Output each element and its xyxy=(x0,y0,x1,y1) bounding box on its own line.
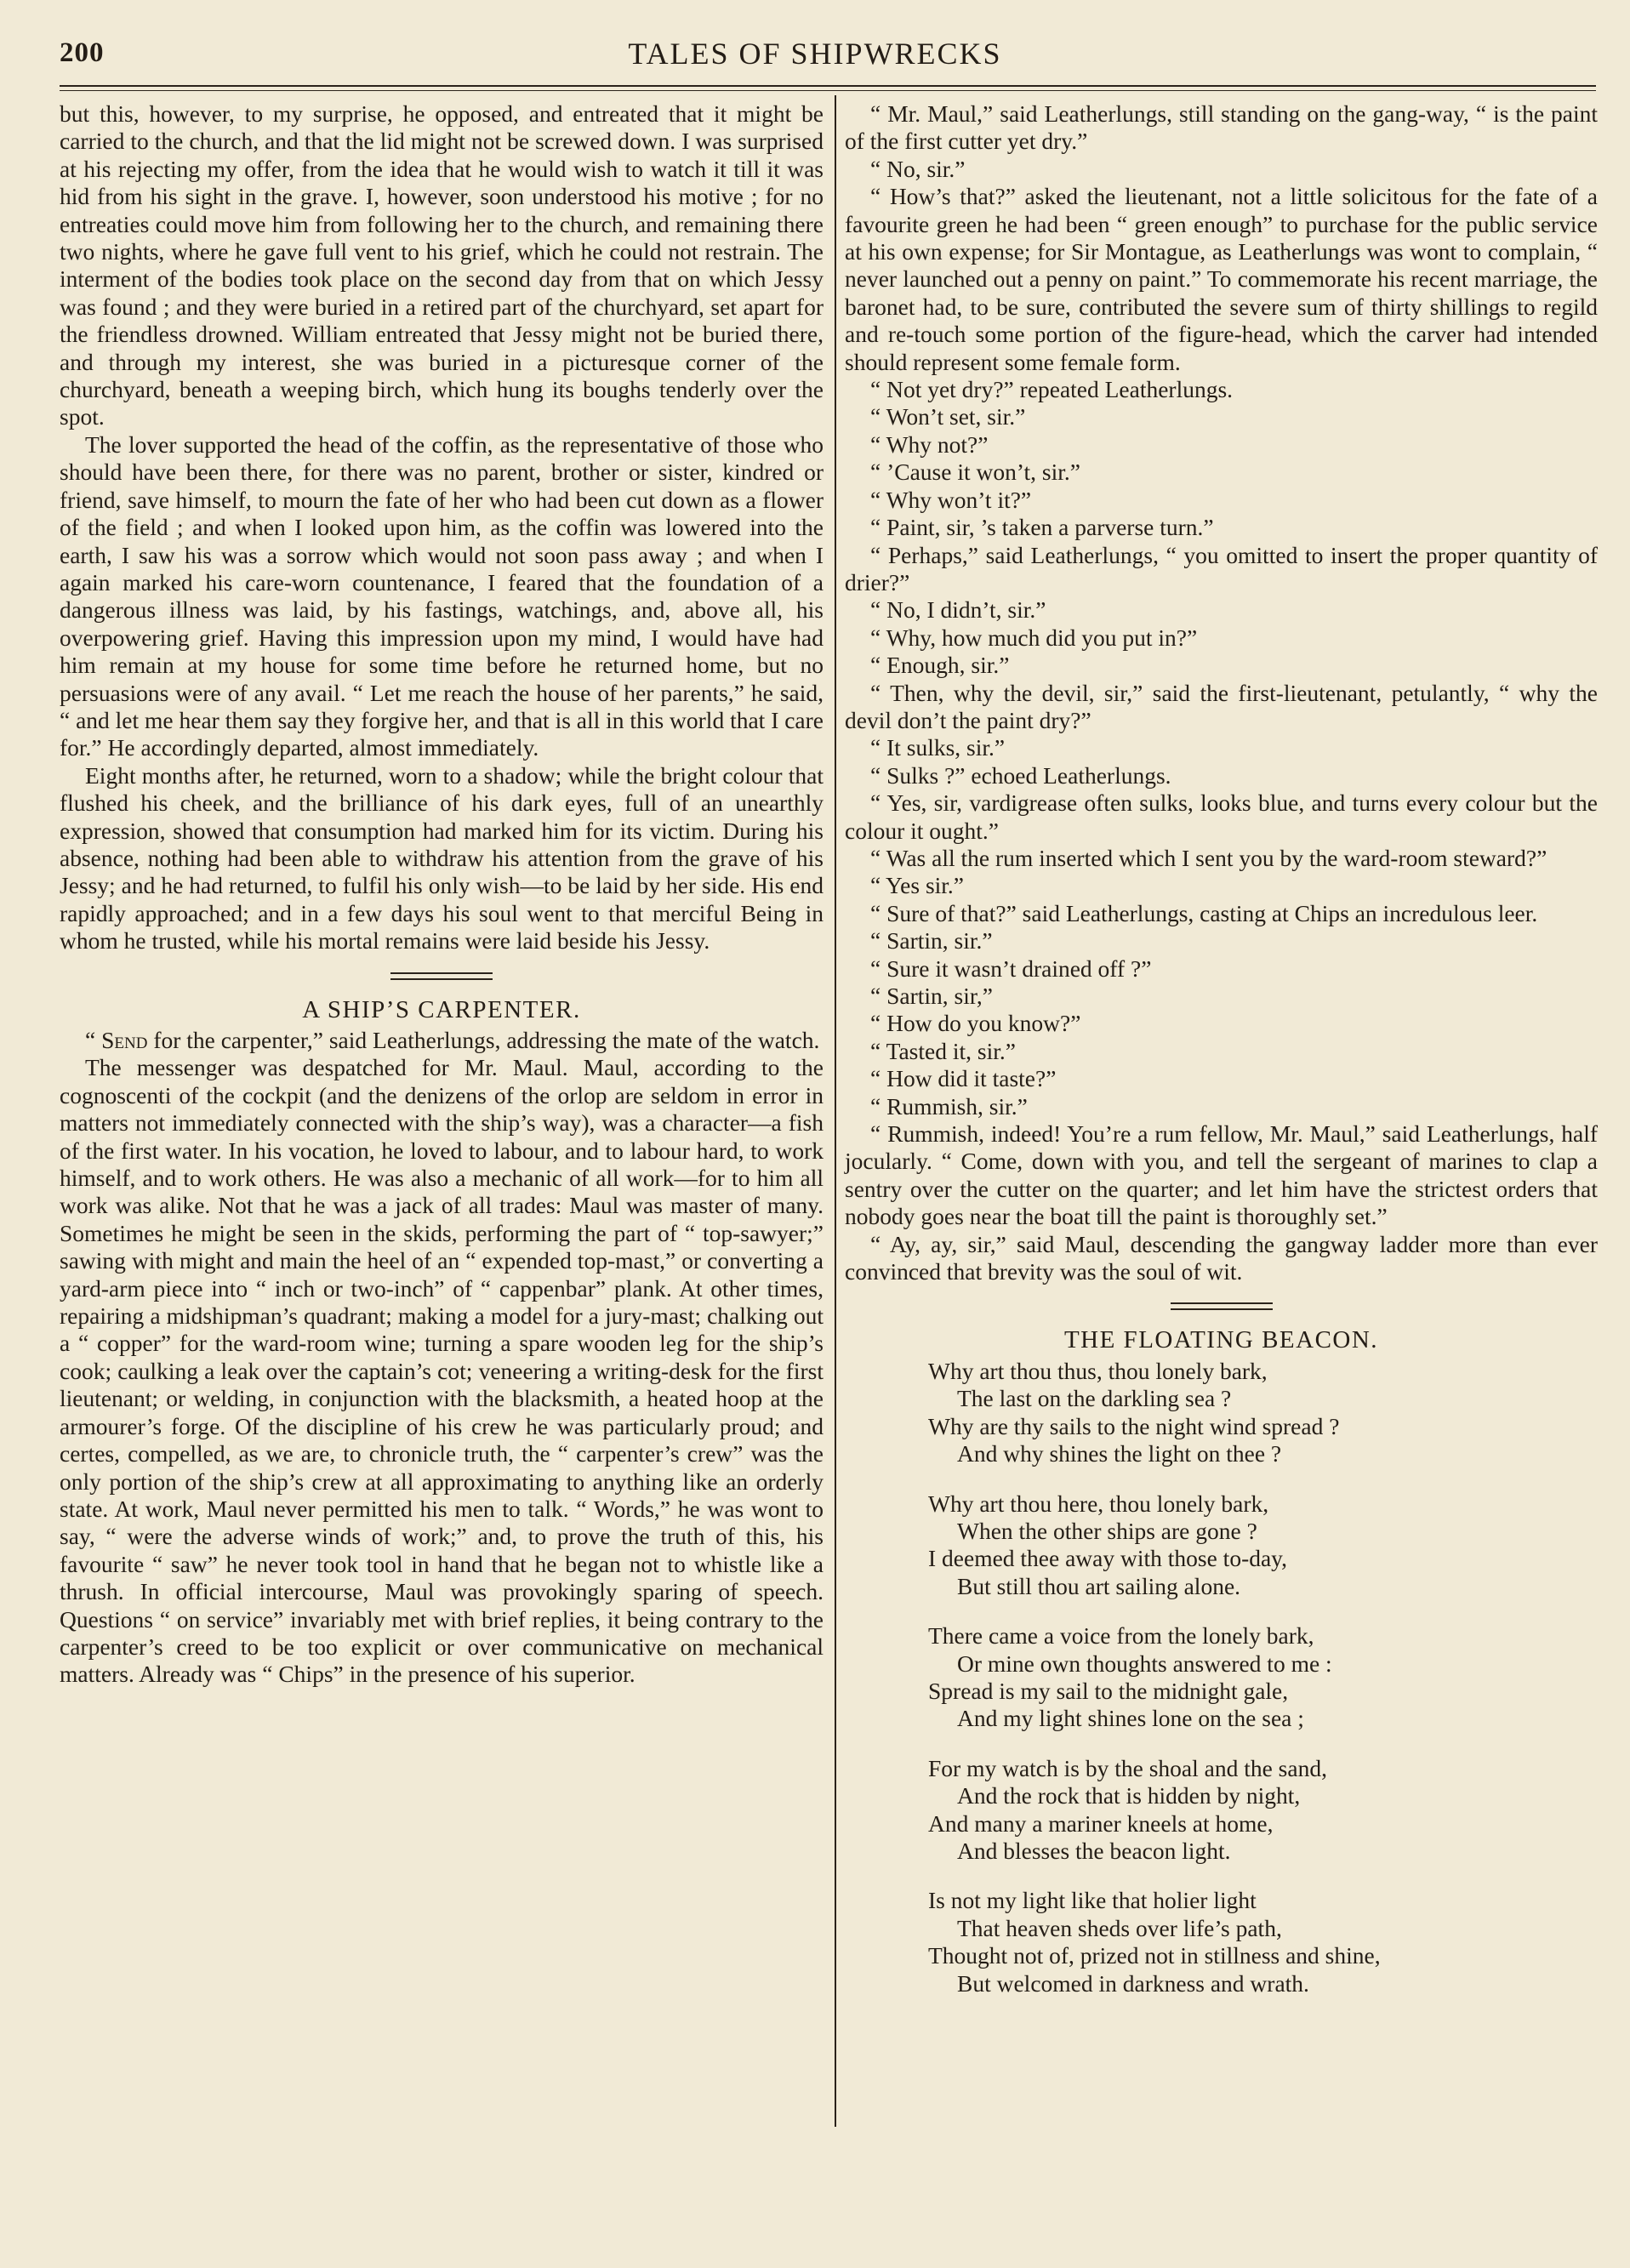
verse-line: Spread is my sail to the midnight gale, xyxy=(928,1677,1289,1704)
dialogue-line: “ Rummish, indeed! You’re a rum fellow, Mr. Maul,” said Leatherlungs, half jocularly. “ Come, down with you, and tell the sergeant of marines to clap a sentry over the cutter on the quarter; and let him have the strictest orders that nobody goes near the boat till the paint is thoroughly set.” xyxy=(845,1120,1598,1230)
poem-stanza xyxy=(928,1755,1598,1866)
section-separator xyxy=(390,972,493,984)
dialogue-line: “ Sulks ?” echoed Leatherlungs. xyxy=(870,761,1171,789)
dialogue-line: “ Why not?” xyxy=(870,430,989,458)
page-number: 200 xyxy=(60,37,105,68)
verse-line: That heaven sheds over life’s path, xyxy=(957,1914,1282,1941)
paragraph: The messenger was despatched for Mr. Maul. Maul, according to the cognoscenti of the cockpit (and the denizens of the orlop are seldom in error in matters not immediately connected with the ship’s way), was a character—a fish of the first water. In his vocation, he loved to labour, and to labour hard, to work himself, and to work others. He was also a mechanic of all work—for to him all work was alike. Not that he was a jack of all trades: Maul was master of many. Sometimes he might be seen in the skids, performing the part of “ top-sawyer;” sawing with might and main the heel of an “ expended top-mast,” or converting a yard-arm piece into “ inch or two-inch” of “ cappenbar” plank. At other times, repairing a midshipman’s quadrant; making a model for a jury-mast; chalking out a “ copper” for the ward-room wine; turning a spare wooden leg for the ship’s cook; caulking a leak over the captain’s cot; veneering a writing-desk for the first lieutenant; or welding, in conjunction with the blacksmith, a heated hoop at the armourer’s forge. Of the discipline of his crew he was particularly proud; and certes, compelled, as we are, to chronicle truth, the “ carpenter’s crew” was the only portion of the ship’s crew at all approximating to anything like an orderly state. At work, Maul never permitted his men to talk. “ Words,” he was wont to say, “ were the adverse winds of work;” and, to prove the truth of this, his favourite “ saw” he never took tool in hand that he began not to whistle like a thrush. In official intercourse, Maul was provokingly sparing of speech. Questions “ on service” invariably met with brief replies, it being contrary to the carpenter’s creed to be too explicit or over communicative on mechanical matters. Already was “ Chips” in the presence of his superior. xyxy=(60,1054,824,1688)
verse-line: Why are thy sails to the night wind spread ? xyxy=(928,1412,1340,1439)
right-column xyxy=(845,100,1598,2020)
dialogue-line: “ Sartin, sir,” xyxy=(870,983,993,1009)
dialogue-line: “ Paint, sir, ’s taken a parverse turn.” xyxy=(870,514,1214,541)
dialogue-line: “ ’Cause it won’t, sir.” xyxy=(870,459,1080,486)
dialogue-line: “ How do you know?” xyxy=(870,1010,1081,1037)
dialogue-line: “ Ay, ay, sir,” said Maul, descending the gangway ladder more than ever convinced that brevity was the soul of wit. xyxy=(845,1230,1598,1285)
verse-line: I deemed thee away with those to-day, xyxy=(928,1545,1288,1572)
dialogue-line: “ Enough, sir.” xyxy=(870,652,1010,679)
verse-line: And my light shines lone on the sea ; xyxy=(957,1705,1304,1732)
running-head: TALES OF SHIPWRECKS xyxy=(628,37,1002,71)
dialogue-line: “ Won’t set, sir.” xyxy=(870,403,1026,430)
dialogue-line: “ Rummish, sir.” xyxy=(870,1092,1028,1120)
dialogue-line: “ How did it taste?” xyxy=(870,1065,1057,1092)
dialogue-line: “ Why, how much did you put in?” xyxy=(870,624,1198,651)
dialogue-line: “ Was all the rum inserted which I sent you by the ward-room steward?” xyxy=(870,844,1547,871)
section-title-poem: THE FLOATING BEACON. xyxy=(1063,1326,1379,1354)
paragraph-text: for the carpenter,” said Leatherlungs, addressing the mate of the watch. xyxy=(147,1027,820,1053)
dialogue-line: “ Sure it wasn’t drained off ?” xyxy=(870,954,1152,982)
dialogue-line: “ No, sir.” xyxy=(870,155,966,182)
dialogue-line: “ It sulks, sir.” xyxy=(870,734,1006,761)
paragraph: but this, however, to my surprise, he opposed, and entreated that it might be carried to the church, and that the lid might not be screwed down. I was surprised at his rejecting my offer, from the idea that he would wish to watch it till it was hid from his sight in the grave. I, however, soon understood his motive ; for no entreaties could move him from following her to the church, and remaining there two nights, where he gave full vent to his grief, which he could not restrain. The interment of the bodies took place on the second day from that on which Jessy was found ; and they were buried in a retired part of the churchyard, set apart for the friendless drowned. William entreated that Jessy might not be buried there, and through my interest, she was buried in a picturesque corner of the churchyard, beneath a weeping birch, which hung its boughs tenderly over the spot. xyxy=(60,100,824,430)
column-divider xyxy=(835,95,836,2127)
dialogue-line: “ How’s that?” asked the lieutenant, not a little solicitous for the fate of a favourite green he had been “ green enough” to purchase for the public service at his own expense; for Sir Montague, as Leatherlungs was wont to complain, “ never launched out a penny on paint.” To commemorate his recent marriage, the baronet had, to be sure, contributed the severe sum of thirty shillings to regild and re-touch some portion of the figure-head, which the carver had intended should represent some female form. xyxy=(845,183,1598,375)
verse-line: Why art thou thus, thou lonely bark, xyxy=(928,1357,1268,1384)
verse-line: Thought not of, prized not in stillness and shine, xyxy=(928,1942,1381,1969)
verse-line: The last on the darkling sea ? xyxy=(957,1385,1232,1412)
dialogue-line: “ Yes, sir, vardigrease often sulks, looks blue, and turns every colour but the colour it ought.” xyxy=(845,789,1598,844)
dialogue-line: “ Yes sir.” xyxy=(870,872,965,899)
paragraph: The lover supported the head of the coffin, as the representative of those who should have been there, for there was no parent, brother or sister, kindred or friend, save himself, to mourn the fate of her who had been cut down as a flower of the field ; and when I looked upon him, as the coffin was lowered into the earth, I saw his was a sorrow which would not soon pass away ; and when I again marked his care-worn countenance, I feared that the foundation of a dangerous illness was laid, by his fastings, watchings, and, above all, his overpowering grief. Having this impression upon my mind, I would have had him remain at my house for some time before he returned home, but no persuasions were of any avail. “ Let me reach the house of her parents,” he said, “ and let me hear them say they forgive her, and that is all in this world that I care for.” He accordingly departed, almost immediately. xyxy=(60,430,824,761)
verse-line: Is not my light like that holier light xyxy=(928,1887,1257,1914)
paragraph: Eight months after, he returned, worn to a shadow; while the bright colour that flushed his cheek, and the brilliance of his dark eyes, full of an unearthly expression, showed that consumption had marked him for its victim. During his absence, nothing had been able to withdraw his attention from the grave of his Jessy; and he had returned, to fulfil his only wish—to be laid by her side. His end rapidly approached; and in a few days his soul went to that merciful Being in whom he trusted, while his mortal remains were laid beside his Jessy. xyxy=(60,761,824,954)
verse-line: But still thou art sailing alone. xyxy=(957,1572,1241,1599)
dialogue-line: “ Then, why the devil, sir,” said the first-lieutenant, petulantly, “ why the devil don’t the paint dry?” xyxy=(845,679,1598,733)
left-column xyxy=(60,100,824,1689)
dialogue-line: “ Why won’t it?” xyxy=(870,486,1032,513)
poem xyxy=(928,1358,1598,1997)
poem-stanza xyxy=(928,1622,1598,1733)
dialogue-line: “ Not yet dry?” repeated Leatherlungs. xyxy=(870,376,1234,403)
verse-line: There came a voice from the lonely bark, xyxy=(928,1622,1314,1650)
verse-line: And blesses the beacon light. xyxy=(957,1837,1231,1864)
verse-line: And the rock that is hidden by night, xyxy=(957,1782,1301,1809)
verse-line: Why art thou here, thou lonely bark, xyxy=(928,1490,1269,1517)
dialogue-line: “ Sartin, sir.” xyxy=(870,927,993,954)
poem-stanza xyxy=(928,1490,1598,1601)
verse-line: Or mine own thoughts answered to me : xyxy=(957,1650,1332,1677)
section-title-carpenter: A SHIP’S CARPENTER. xyxy=(302,995,581,1023)
verse-line: But welcomed in darkness and wrath. xyxy=(957,1969,1309,1997)
section-separator xyxy=(1171,1302,1273,1314)
dialogue-line: “ Mr. Maul,” said Leatherlungs, still standing on the gang-way, “ is the paint of the first cutter yet dry.” xyxy=(845,100,1598,155)
verse-line: When the other ships are gone ? xyxy=(957,1517,1257,1544)
poem-stanza xyxy=(928,1887,1598,1997)
paragraph xyxy=(60,1027,824,1054)
dialogue-line: “ Perhaps,” said Leatherlungs, “ you omitted to insert the proper quantity of drier?” xyxy=(845,541,1598,595)
header-rule-thin xyxy=(60,90,1596,91)
verse-line: And why shines the light on thee ? xyxy=(957,1440,1282,1467)
dialogue-line: “ No, I didn’t, sir.” xyxy=(870,596,1046,624)
drop-word: “ Send xyxy=(85,1027,148,1053)
verse-line: And many a mariner kneels at home, xyxy=(928,1809,1274,1837)
verse-line: For my watch is by the shoal and the sand, xyxy=(928,1754,1327,1781)
header-rule xyxy=(60,85,1596,87)
dialogue-line: “ Sure of that?” said Leatherlungs, casting at Chips an incredulous leer. xyxy=(870,899,1538,926)
poem-stanza xyxy=(928,1358,1598,1468)
dialogue-line: “ Tasted it, sir.” xyxy=(870,1037,1016,1064)
